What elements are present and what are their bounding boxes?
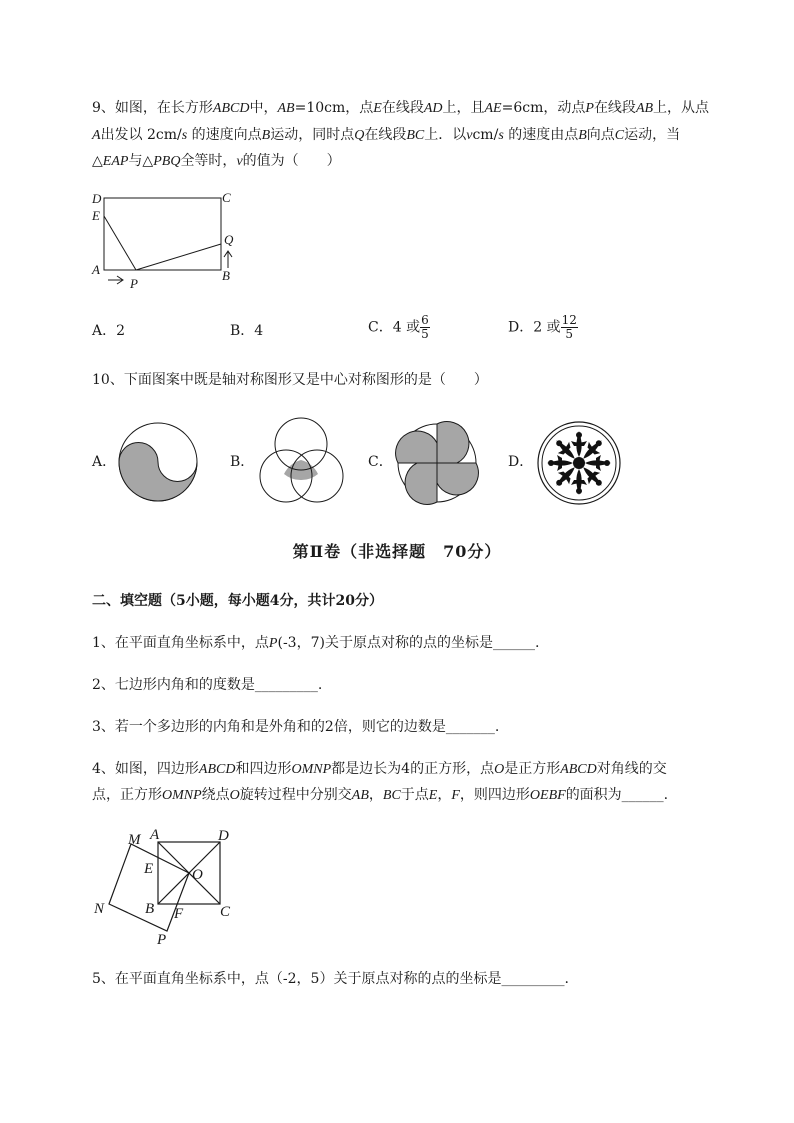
fraction-6-5: $\frac{6}{5}$: [421, 313, 429, 341]
q10-option-d-label[interactable]: D．: [508, 454, 534, 470]
section2-heading: 二、填空题（5小题，每小题4分，共计20分）: [92, 593, 383, 609]
label-C: C: [220, 904, 231, 920]
label-B: B: [222, 268, 230, 283]
label-F: F: [174, 906, 184, 922]
label-A: A: [150, 827, 160, 843]
q10-text: 10、下面图案中既是轴对称图形又是中心对称图形的是（ ）: [92, 372, 488, 388]
q10-option-a-label[interactable]: A．: [92, 454, 117, 470]
label-E: E: [92, 208, 100, 223]
fill-q2: 2、七边形内角和的度数是_________.: [92, 677, 323, 693]
q9-line-2: A出发以 2cm/s 的速度向点B运动，同时点Q在线段BC上．以vcm/s 的速度由点B向点C运动，当: [92, 127, 681, 143]
fill-q3: 3、若一个多边形的内角和是外角和的2倍，则它的边数是_______.: [92, 719, 500, 735]
label-D: D: [218, 828, 229, 844]
q9-line-3: △EAP与△PBQ全等时，v的值为（ ）: [92, 153, 341, 169]
part2-title: 第Ⅱ卷（非选择题 70分）: [292, 542, 502, 561]
taiji-figure: [116, 420, 200, 504]
fill-q4-line-2: 点，正方形OMNP绕点O旋转过程中分别交AB，BC于点E，F，则四边形OEBF的面积为______.: [92, 787, 669, 803]
q10-option-b-label[interactable]: B．: [230, 454, 255, 470]
label-N: N: [94, 901, 105, 917]
label-E: E: [144, 861, 154, 877]
q10-option-c-label[interactable]: C．: [368, 454, 393, 470]
label-Q: Q: [224, 232, 234, 247]
q9-option-d[interactable]: D．2 或 $\frac{12}{5}$: [508, 313, 577, 341]
q4-squares-figure: [90, 824, 250, 948]
q9-rectangle-figure: [86, 188, 246, 292]
fraction-12-5: $\frac{12}{5}$: [561, 313, 577, 341]
label-M: M: [128, 832, 141, 848]
pinwheel-figure: [394, 420, 480, 506]
label-D: D: [92, 191, 102, 206]
q9-option-b[interactable]: B．4: [230, 323, 264, 339]
label-O: O: [192, 867, 203, 883]
snowflake-figure: [534, 418, 624, 508]
label-C: C: [222, 190, 231, 205]
fill-q1: 1、在平面直角坐标系中，点P(-3，7)关于原点对称的点的坐标是______.: [92, 635, 540, 651]
fill-q4-line-1: 4、如图，四边形ABCD和四边形OMNP都是边长为4的正方形，点O是正方形ABCD对角线的交: [92, 761, 667, 777]
q9-line-1: 9、如图，在长方形ABCD中，AB=10cm，点E在线段AD上，且AE=6cm，动点P在线段AB上，从点: [92, 100, 710, 116]
label-A: A: [92, 262, 100, 277]
label-P: P: [157, 932, 167, 948]
fill-q5: 5、在平面直角坐标系中，点（-2，5）关于原点对称的点的坐标是_________.: [92, 971, 569, 987]
label-B: B: [145, 901, 155, 917]
three-circles-figure: [252, 414, 352, 508]
q9-option-a[interactable]: A．2: [92, 323, 126, 339]
label-P: P: [130, 276, 138, 291]
q9-option-c[interactable]: C．4 或 $\frac{6}{5}$: [368, 313, 429, 341]
